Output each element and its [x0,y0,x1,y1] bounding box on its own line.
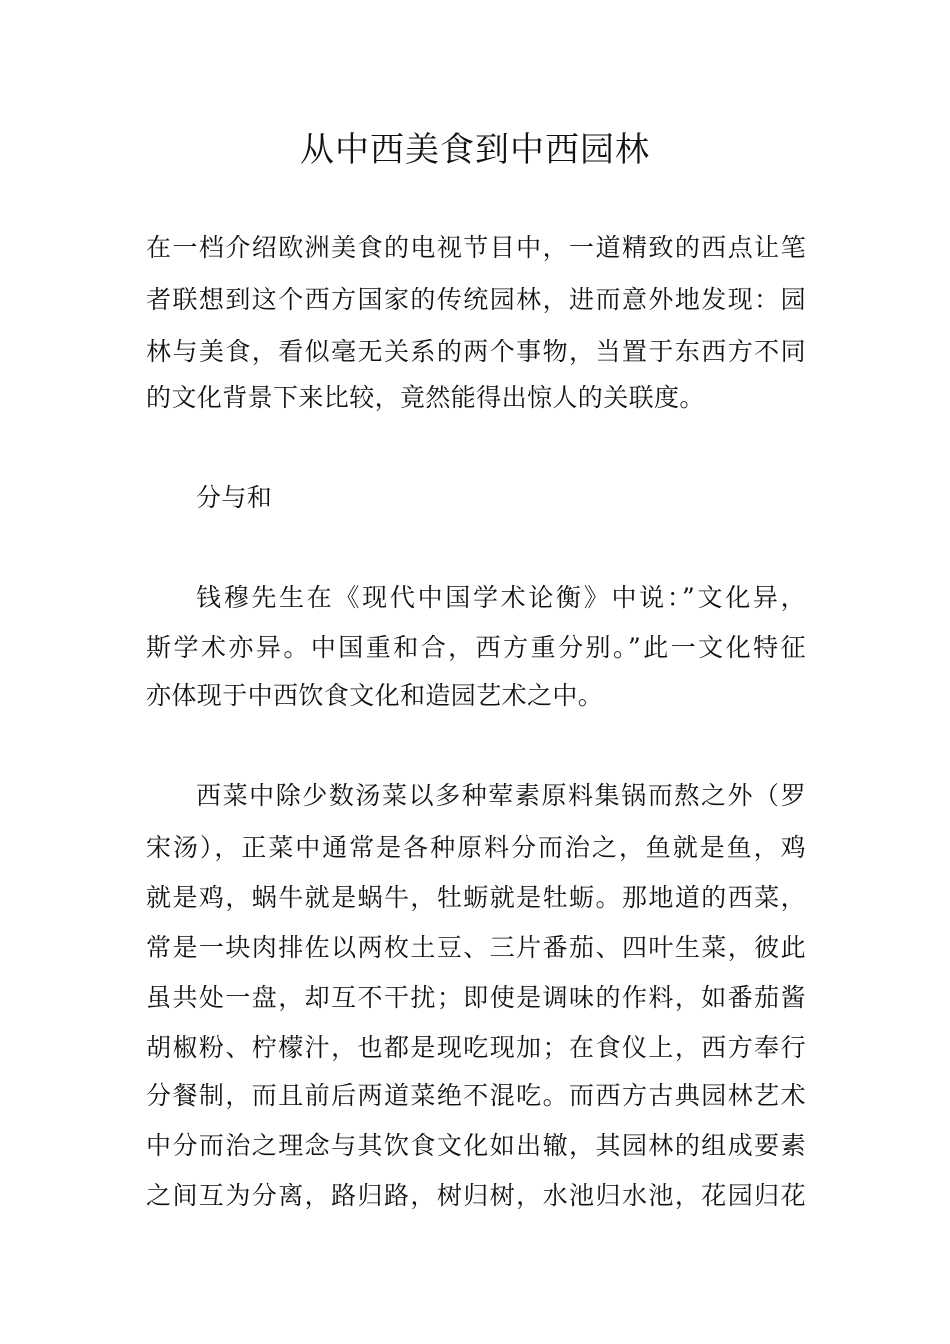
paragraph-cuisine-line-3: 就是鸡，蜗牛就是蜗牛，牡蛎就是牡蛎。那地道的西菜， [146,883,806,912]
paragraph-cuisine-line-8: 中分而治之理念与其饮食文化如出辙，其园林的组成要素 [146,1131,806,1160]
paragraph-quote-line-3: 亦体现于中西饮食文化和造园艺术之中。 [146,681,604,710]
paragraph-intro-line-3: 林与美食，看似毫无关系的两个事物，当置于东西方不同 [146,337,806,366]
paragraph-cuisine-line-6: 胡椒粉、柠檬汁，也都是现吃现加；在食仪上，西方奉行 [146,1033,806,1062]
paragraph-cuisine-line-1: 西菜中除少数汤菜以多种荤素原料集锅而熬之外（罗 [196,781,806,810]
paragraph-quote-line-1: 钱穆先生在《现代中国学术论衡》中说：”文化异， [196,583,806,612]
paragraph-intro-line-2: 者联想到这个西方国家的传统园林，进而意外地发现：园 [146,285,806,314]
paragraph-cuisine-line-7: 分餐制，而且前后两道菜绝不混吃。而西方古典园林艺术 [146,1081,806,1110]
section-heading: 分与和 [196,483,273,512]
paragraph-cuisine-line-2: 宋汤），正菜中通常是各种原料分而治之，鱼就是鱼，鸡 [146,833,806,862]
paragraph-intro-line-1: 在一档介绍欧洲美食的电视节目中，一道精致的西点让笔 [146,233,806,262]
paragraph-cuisine-line-5: 虽共处一盘，却互不干扰；即使是调味的作料，如番茄酱 [146,983,806,1012]
paragraph-cuisine-line-4: 常是一块肉排佐以两枚土豆、三片番茄、四叶生菜，彼此 [146,933,806,962]
paragraph-quote-line-2: 斯学术亦异。中国重和合，西方重分别。”此一文化特征 [146,633,806,662]
paragraph-cuisine-line-9: 之间互为分离，路归路，树归树，水池归水池，花园归花 [146,1181,806,1210]
paragraph-intro-line-4: 的文化背景下来比较，竟然能得出惊人的关联度。 [146,383,705,412]
page-title: 从中西美食到中西园林 [300,130,650,170]
